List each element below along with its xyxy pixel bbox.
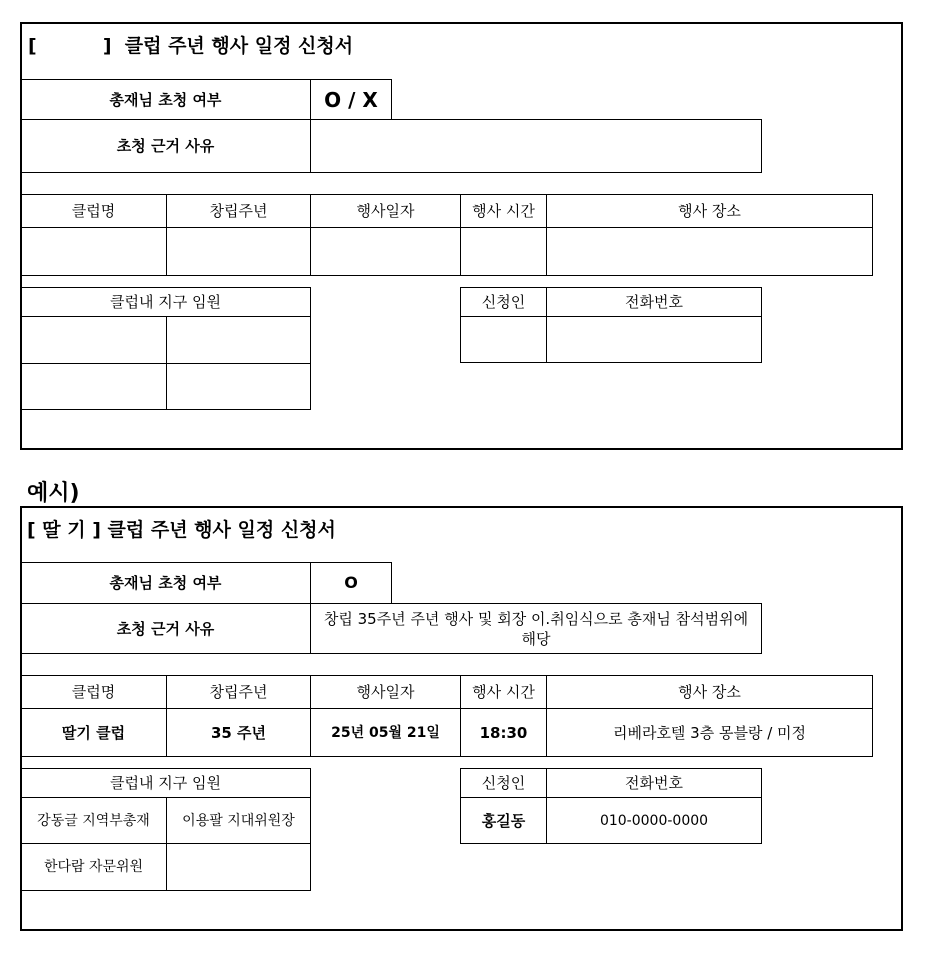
example-officers-label: 클럽내 지구 임원: [20, 768, 311, 798]
example-applicant-value: 홍길동: [460, 797, 547, 844]
officer-cell[interactable]: [20, 363, 167, 410]
example-phone-value: 010-0000-0000: [546, 797, 762, 844]
header-club-name: 클럽명: [20, 194, 167, 228]
cell-event-date[interactable]: [310, 227, 461, 276]
phone-field[interactable]: [546, 316, 762, 363]
header-anniversary: 창립주년: [166, 194, 311, 228]
header-event-place: 행사 장소: [546, 194, 873, 228]
officer-cell[interactable]: [20, 316, 167, 364]
example-officer-cell: 강동글 지역부총재: [20, 797, 167, 844]
example-reason-value: 창립 35주년 주년 행사 및 회장 이.취임식으로 총재님 참석범위에 해당: [310, 603, 762, 654]
invite-label: 총재님 초청 여부: [20, 79, 311, 120]
officers-label: 클럽내 지구 임원: [20, 287, 311, 317]
header-event-time: 행사 시간: [460, 194, 547, 228]
cell-event-place[interactable]: [546, 227, 873, 276]
reason-label: 초청 근거 사유: [20, 119, 311, 173]
invite-value[interactable]: O / X: [310, 79, 392, 120]
example-applicant-label: 신청인: [460, 768, 547, 798]
officer-cell[interactable]: [166, 363, 311, 410]
example-header-event-date: 행사일자: [310, 675, 461, 709]
example-officer-cell: 이용팔 지대위원장: [166, 797, 311, 844]
applicant-field[interactable]: [460, 316, 547, 363]
reason-field[interactable]: [310, 119, 762, 173]
example-header-anniversary: 창립주년: [166, 675, 311, 709]
cell-anniversary[interactable]: [166, 227, 311, 276]
example-invite-label: 총재님 초청 여부: [20, 562, 311, 604]
example-officer-cell: [166, 843, 311, 891]
cell-event-time[interactable]: [460, 227, 547, 276]
example-header-event-time: 행사 시간: [460, 675, 547, 709]
form-blank-title: [ ] 클럽 주년 행사 일정 신청서: [28, 35, 354, 57]
example-reason-label: 초청 근거 사유: [20, 603, 311, 654]
cell-club-name[interactable]: [20, 227, 167, 276]
example-cell-event-place: 리베라호텔 3층 몽블랑 / 미정: [546, 708, 873, 757]
example-officer-cell: 한다람 자문위원: [20, 843, 167, 891]
example-header-event-place: 행사 장소: [546, 675, 873, 709]
example-header-club-name: 클럽명: [20, 675, 167, 709]
example-cell-event-time: 18:30: [460, 708, 547, 757]
phone-label: 전화번호: [546, 287, 762, 317]
header-event-date: 행사일자: [310, 194, 461, 228]
example-invite-value: O: [310, 562, 392, 604]
example-cell-club-name: 딸기 클럽: [20, 708, 167, 757]
example-phone-label: 전화번호: [546, 768, 762, 798]
officer-cell[interactable]: [166, 316, 311, 364]
applicant-label: 신청인: [460, 287, 547, 317]
form-example-title: [ 딸 기 ] 클럽 주년 행사 일정 신청서: [27, 519, 336, 541]
example-cell-event-date: 25년 05월 21일: [310, 708, 461, 757]
example-label: 예시): [27, 481, 80, 506]
example-cell-anniversary: 35 주년: [166, 708, 311, 757]
